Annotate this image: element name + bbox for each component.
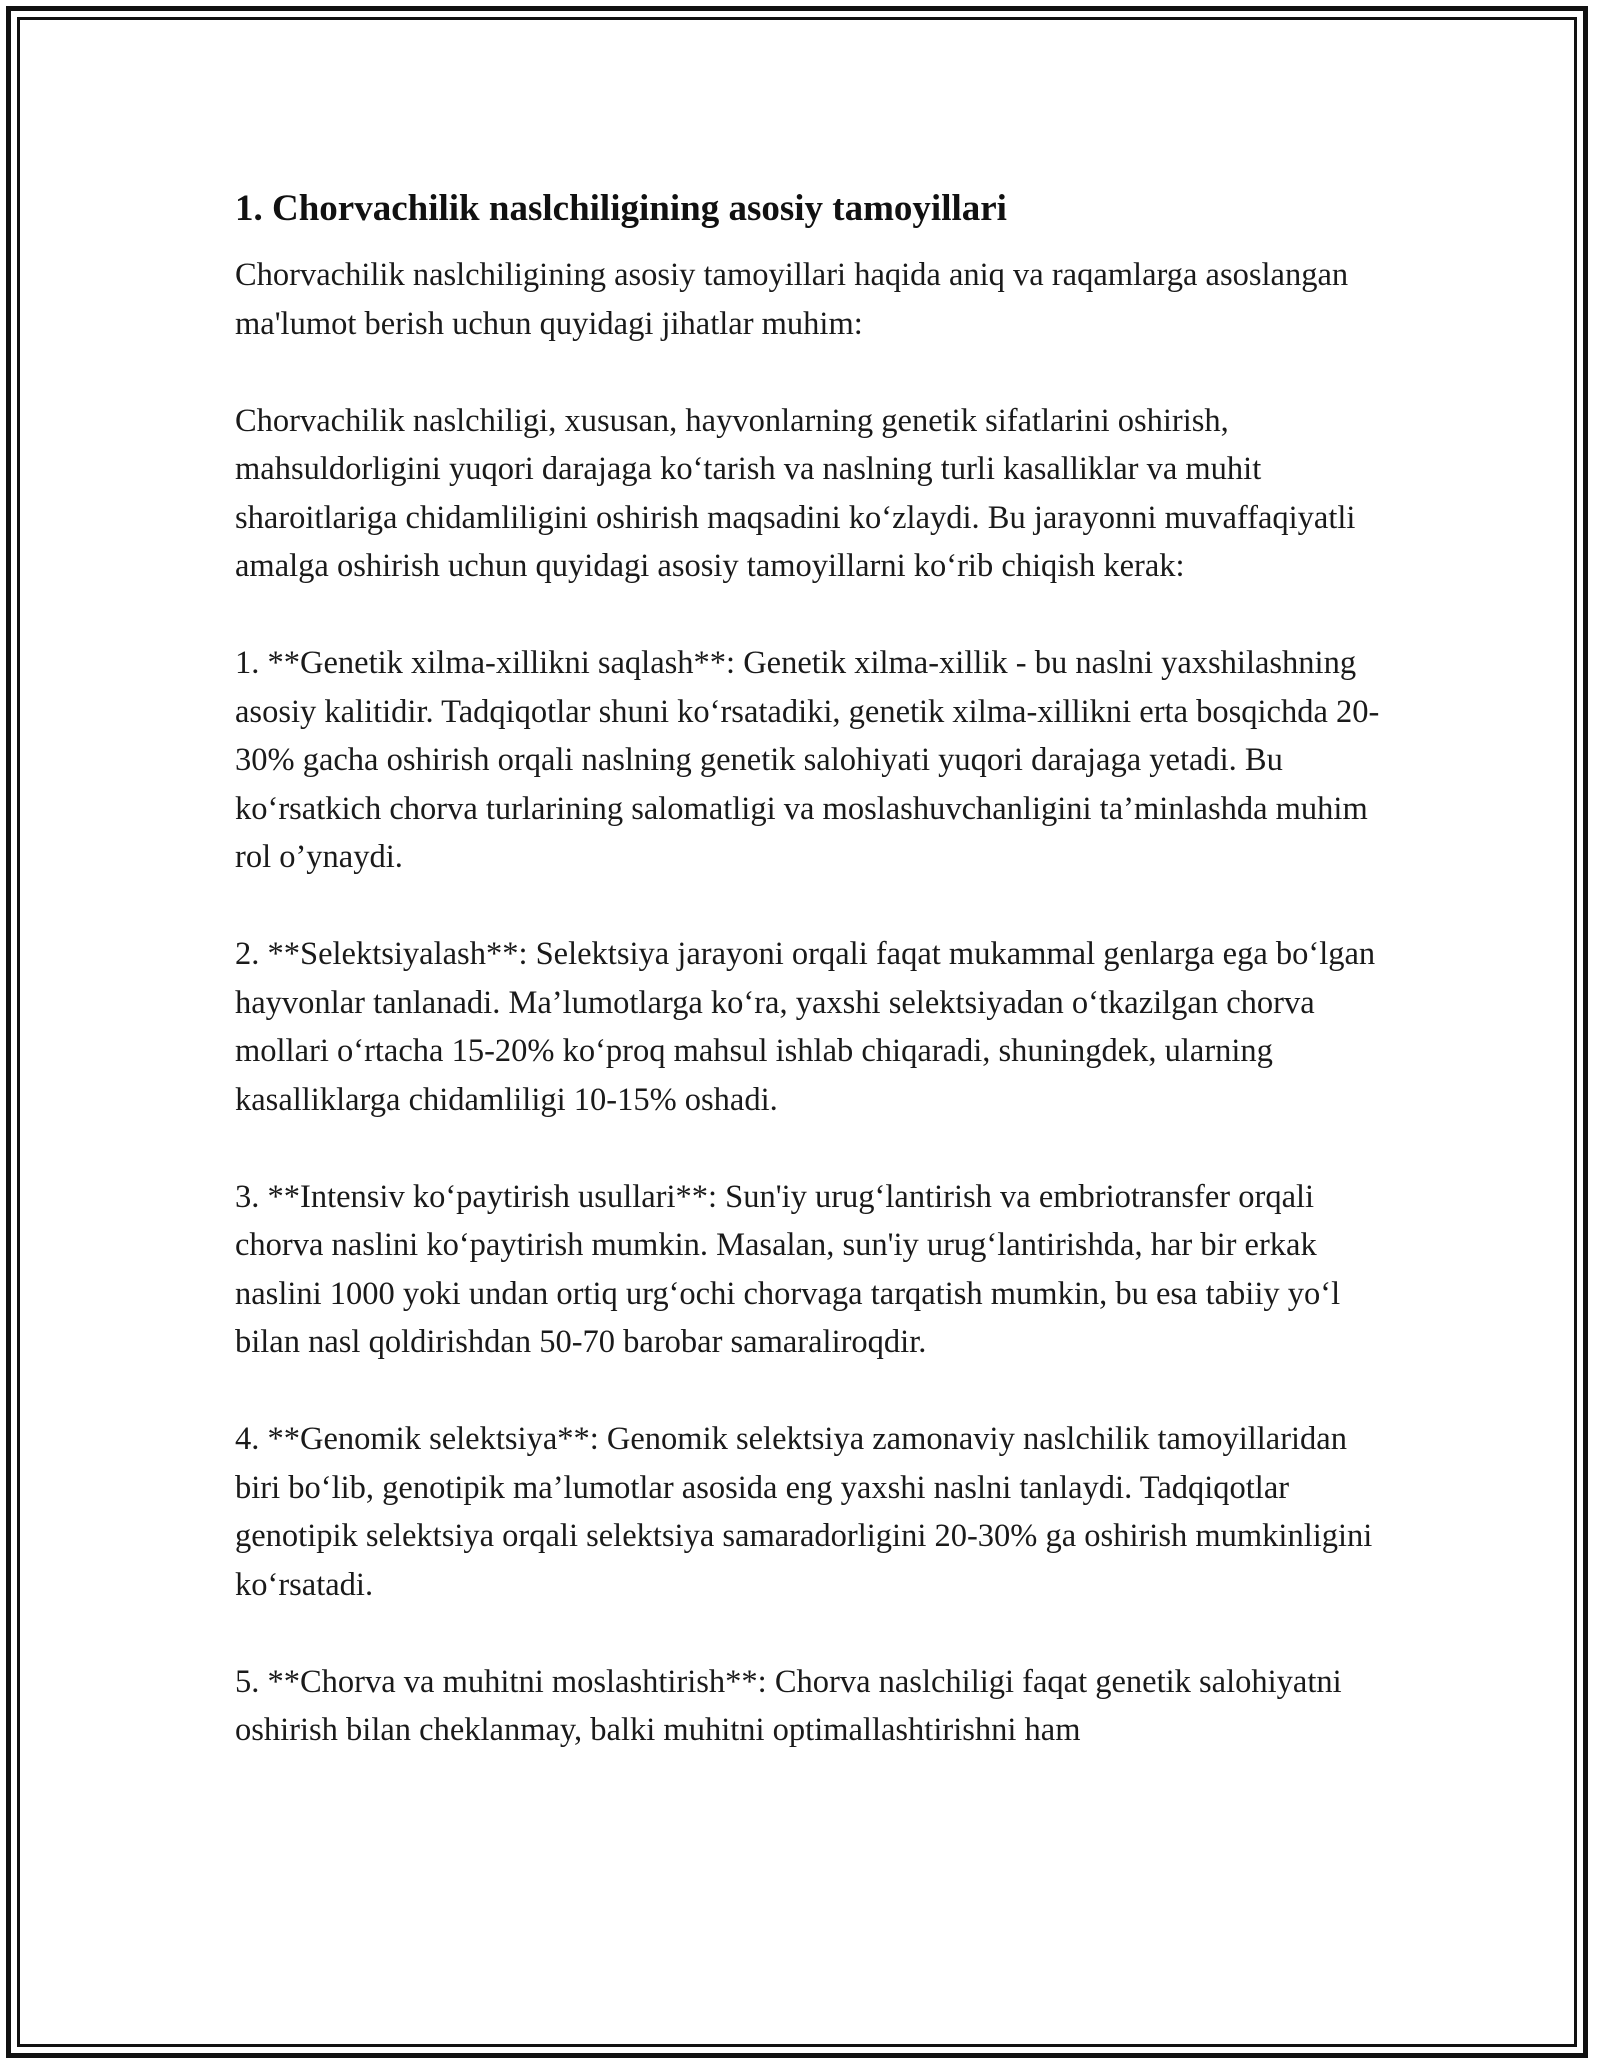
principle-5-paragraph: 5. **Chorva va muhitni moslashtirish**: Chorva naslchiligi faqat genetik salohiyatni oshirish bilan cheklanmay, balki muhitni optimallashtirishni ham <box>235 1663 1342 1748</box>
context-paragraph: Chorvachilik naslchiligi, xususan, hayvonlarning genetik sifatlarini oshirish, mahsuldorligini yuqori darajaga ko‘tarish va naslning turli kasalliklar va muhit sharoitlariga chidamliligini oshirish maqsadini ko‘zlaydi. Bu jarayonni muvaffaqiyatli amalga oshirish uchun quyidagi asosiy tamoyillarni ko‘rib chiqish kerak: <box>235 402 1356 584</box>
principle-2-paragraph: 2. **Selektsiyalash**: Selektsiya jarayoni orqali faqat mukammal genlarga ega bo‘lgan hayvonlar tanlanadi. Ma’lumotlarga ko‘ra, yaxshi selektsiyadan o‘tkazilgan chorva mollari o‘rtacha 15-20% ko‘proq mahsul ishlab chiqaradi, shuningdek, ularning kasalliklarga chidamliligi 10-15% oshadi. <box>235 936 1376 1118</box>
intro-paragraph: Chorvachilik naslchiligining asosiy tamoyillari haqida aniq va raqamlarga asoslangan ma'lumot berish uchun quyidagi jihatlar muhim: <box>235 257 1349 342</box>
principle-1-paragraph: 1. **Genetik xilma-xillikni saqlash**: Genetik xilma-xillik - bu naslni yaxshilashning asosiy kalitidir. Tadqiqotlar shuni ko‘rsatadiki, genetik xilma-xillikni erta bosqichda 20-30% gacha oshirish orqali naslning genetik salohiyati yuqori darajaga yetadi. Bu ko‘rsatkich chorva turlarining salomatligi va moslashuvchanligini ta’minlashda muhim rol o’ynaydi. <box>235 645 1380 875</box>
section-heading: 1. Chorvachilik naslchiligining asosiy tamoyillari <box>235 188 1007 229</box>
document-body <box>235 185 1385 1803</box>
principle-4-paragraph: 4. **Genomik selektsiya**: Genomik selektsiya zamonaviy naslchilik tamoyillaridan biri bo‘lib, genotipik ma’lumotlar asosida eng yaxshi naslni tanlaydi. Tadqiqotlar genotipik selektsiya orqali selektsiya samaradorligini 20-30% ga oshirish mumkinligini ko‘rsatadi. <box>235 1421 1373 1603</box>
principle-3-paragraph: 3. **Intensiv ko‘paytirish usullari**: Sun'iy urug‘lantirish va embriotransfer orqali chorva naslini ko‘paytirish mumkin. Masalan, sun'iy urug‘lantirishda, har bir erkak naslini 1000 yoki undan ortiq urg‘ochi chorvaga tarqatish mumkin, bu esa tabiiy yo‘l bilan nasl qoldirishdan 50-70 barobar samaraliroqdir. <box>235 1178 1341 1360</box>
